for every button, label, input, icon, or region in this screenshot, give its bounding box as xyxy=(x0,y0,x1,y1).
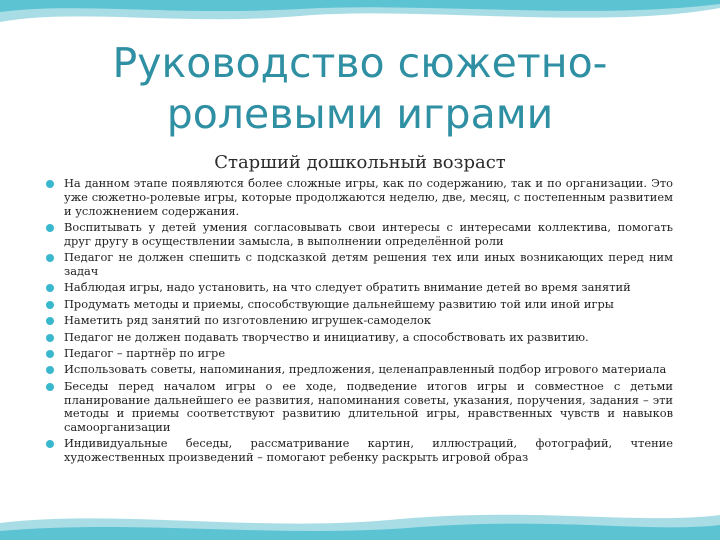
bullet-dot-icon xyxy=(46,440,54,448)
bullet-item xyxy=(46,380,673,435)
bullet-text: Воспитывать у детей умения согласовывать свои интересы с интересами коллектива, помогать друг другу в осуществлении замысла, в выполнении определённой роли xyxy=(64,219,673,248)
bullet-dot-icon xyxy=(46,366,54,374)
slide-subtitle: Старший дошкольный возраст xyxy=(214,152,506,173)
bullet-item xyxy=(46,281,673,295)
bullet-item xyxy=(46,363,673,377)
bullet-dot-icon xyxy=(46,224,54,232)
bullet-text: Индивидуальные беседы, рассматривание картин, иллюстраций, фотографий, чтение художественных произведений – помогают ребенку раскрыть игровой образ xyxy=(64,436,673,465)
slide-title: Руководство сюжетно-ролевыми играми xyxy=(112,39,608,138)
top-wave-decoration xyxy=(0,0,720,40)
bullet-dot-icon xyxy=(46,317,54,325)
bullet-dot-icon xyxy=(46,334,54,342)
bullet-item xyxy=(46,221,673,249)
bullet-item xyxy=(46,298,673,312)
bullet-item xyxy=(46,331,673,345)
bullet-list xyxy=(46,177,673,468)
bullet-text: Педагог – партнёр по игре xyxy=(64,345,226,360)
bullet-text: Продумать методы и приемы, способствующие дальнейшему развитию той или иной игры xyxy=(64,296,614,311)
bullet-item xyxy=(46,437,673,465)
bottom-wave-decoration xyxy=(0,505,720,540)
bullet-item xyxy=(46,314,673,328)
bullet-text: Использовать советы, напоминания, предложения, целенаправленный подбор игрового материала xyxy=(64,362,667,377)
bullet-item xyxy=(46,251,673,279)
bullet-dot-icon xyxy=(46,383,54,391)
bullet-dot-icon xyxy=(46,254,54,262)
bullet-text: Наметить ряд занятий по изготовлению игрушек-самоделок xyxy=(64,313,432,328)
bullet-dot-icon xyxy=(46,180,54,188)
bullet-text: Наблюдая игры, надо установить, на что следует обратить внимание детей во время занятий xyxy=(64,280,631,295)
bullet-text: Педагог не должен спешить с подсказкой детям решения тех или иных возникающих перед ним задач xyxy=(64,250,673,278)
bullet-item xyxy=(46,347,673,361)
bullet-dot-icon xyxy=(46,284,54,292)
bullet-dot-icon xyxy=(46,301,54,309)
bullet-dot-icon xyxy=(46,350,54,358)
bullet-item xyxy=(46,177,673,218)
bullet-text: Педагог не должен подавать творчество и инициативу, а способствовать их развитию. xyxy=(64,329,589,344)
bullet-text: Беседы перед началом игры о ее ходе, подведение итогов игры и совместное с детьми планирование дальнейшего ее развития, напоминания советы, указания, поручения, задания – эти методы и приемы соответствуют развитию длительной игры, нравственных чувств и навыков самоорганизации xyxy=(64,378,673,435)
bullet-text: На данном этапе появляются более сложные игры, как по содержанию, так и по организации. Это уже сюжетно-ролевые игры, которые продолжаются неделю, две, месяц, с постепенным развитием и усложнением содержания. xyxy=(64,176,673,218)
